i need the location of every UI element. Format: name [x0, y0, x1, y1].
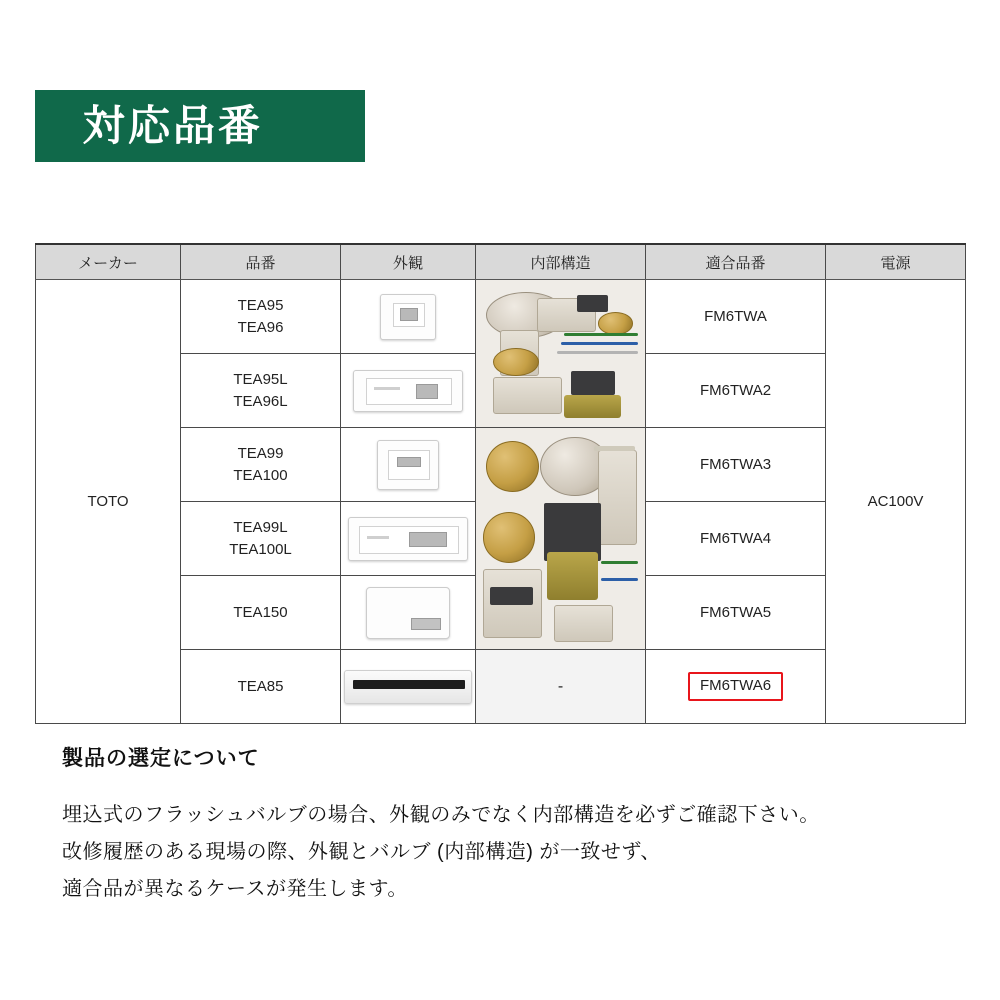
- fit-model-cell: FM6TWA3: [646, 428, 826, 502]
- appearance-cell: [341, 280, 476, 354]
- appearance-cell: [341, 428, 476, 502]
- section-banner: [35, 90, 365, 162]
- column-header-model: 品番: [181, 244, 341, 280]
- appearance-cell: [341, 576, 476, 650]
- flush-valve-plate-small-square-icon: [380, 294, 436, 340]
- flush-valve-plate-wide-long-button-icon: [348, 517, 468, 561]
- flush-valve-dark-bar-icon: [344, 670, 472, 704]
- appearance-cell: [341, 354, 476, 428]
- model-line: TEA150: [233, 603, 288, 621]
- flush-valve-plate-wide-frame-icon: [353, 370, 463, 412]
- notes-line: 改修履歴のある現場の際、外観とバルブ (内部構造) が一致せず、: [62, 841, 661, 863]
- appearance-cell: [341, 650, 476, 724]
- fit-model-cell: FM6TWA2: [646, 354, 826, 428]
- model-line: TEA95L: [233, 370, 288, 388]
- model-cell: [181, 502, 341, 576]
- column-header-power: 電源: [826, 244, 966, 280]
- model-line: TEA99L: [233, 518, 288, 536]
- model-line: TEA96: [237, 318, 284, 336]
- model-cell: [181, 280, 341, 354]
- flush-valve-plate-medium-square-icon: [377, 440, 439, 490]
- appearance-cell: [341, 502, 476, 576]
- notes-section: [62, 742, 952, 911]
- fit-model-cell: FM6TWA5: [646, 576, 826, 650]
- model-line: TEA85: [237, 677, 284, 695]
- fit-model-cell: FM6TWA4: [646, 502, 826, 576]
- model-line: TEA95: [237, 296, 284, 314]
- column-header-appearance: 外観: [341, 244, 476, 280]
- notes-line: 埋込式のフラッシュバルブの場合、外観のみでなく内部構造を必ずご確認下さい。: [62, 804, 820, 826]
- internal-structure-empty: -: [476, 650, 646, 724]
- model-line: TEA99: [237, 444, 284, 462]
- compatibility-table-wrapper: [35, 243, 965, 724]
- column-header-maker: メーカー: [36, 244, 181, 280]
- model-line: TEA100L: [229, 540, 292, 558]
- page-title: 対応品番: [83, 102, 264, 149]
- power-cell: AC100V: [826, 280, 966, 724]
- flush-valve-plate-tall-bottom-bar-icon: [366, 587, 450, 639]
- column-header-internal: 内部構造: [476, 244, 646, 280]
- model-line: TEA100: [233, 466, 288, 484]
- notes-title: 製品の選定について: [62, 747, 260, 770]
- status-badge: FM6TWA6: [688, 672, 783, 701]
- model-line: TEA96L: [233, 392, 288, 410]
- table-row: [36, 280, 966, 354]
- maker-cell: TOTO: [36, 280, 181, 724]
- fit-model-cell-highlighted: [646, 650, 826, 724]
- model-cell: [181, 650, 341, 724]
- column-header-fit: 適合品番: [646, 244, 826, 280]
- fit-model-cell: FM6TWA: [646, 280, 826, 354]
- compatibility-table: [35, 243, 966, 724]
- internal-structure-photo-upper: [476, 280, 646, 428]
- notes-line: 適合品が異なるケースが発生します。: [62, 878, 408, 900]
- model-cell: [181, 428, 341, 502]
- internal-structure-photo-lower: [476, 428, 646, 650]
- table-header-row: [36, 244, 966, 280]
- model-cell: [181, 576, 341, 650]
- model-cell: [181, 354, 341, 428]
- notes-body: [62, 800, 952, 905]
